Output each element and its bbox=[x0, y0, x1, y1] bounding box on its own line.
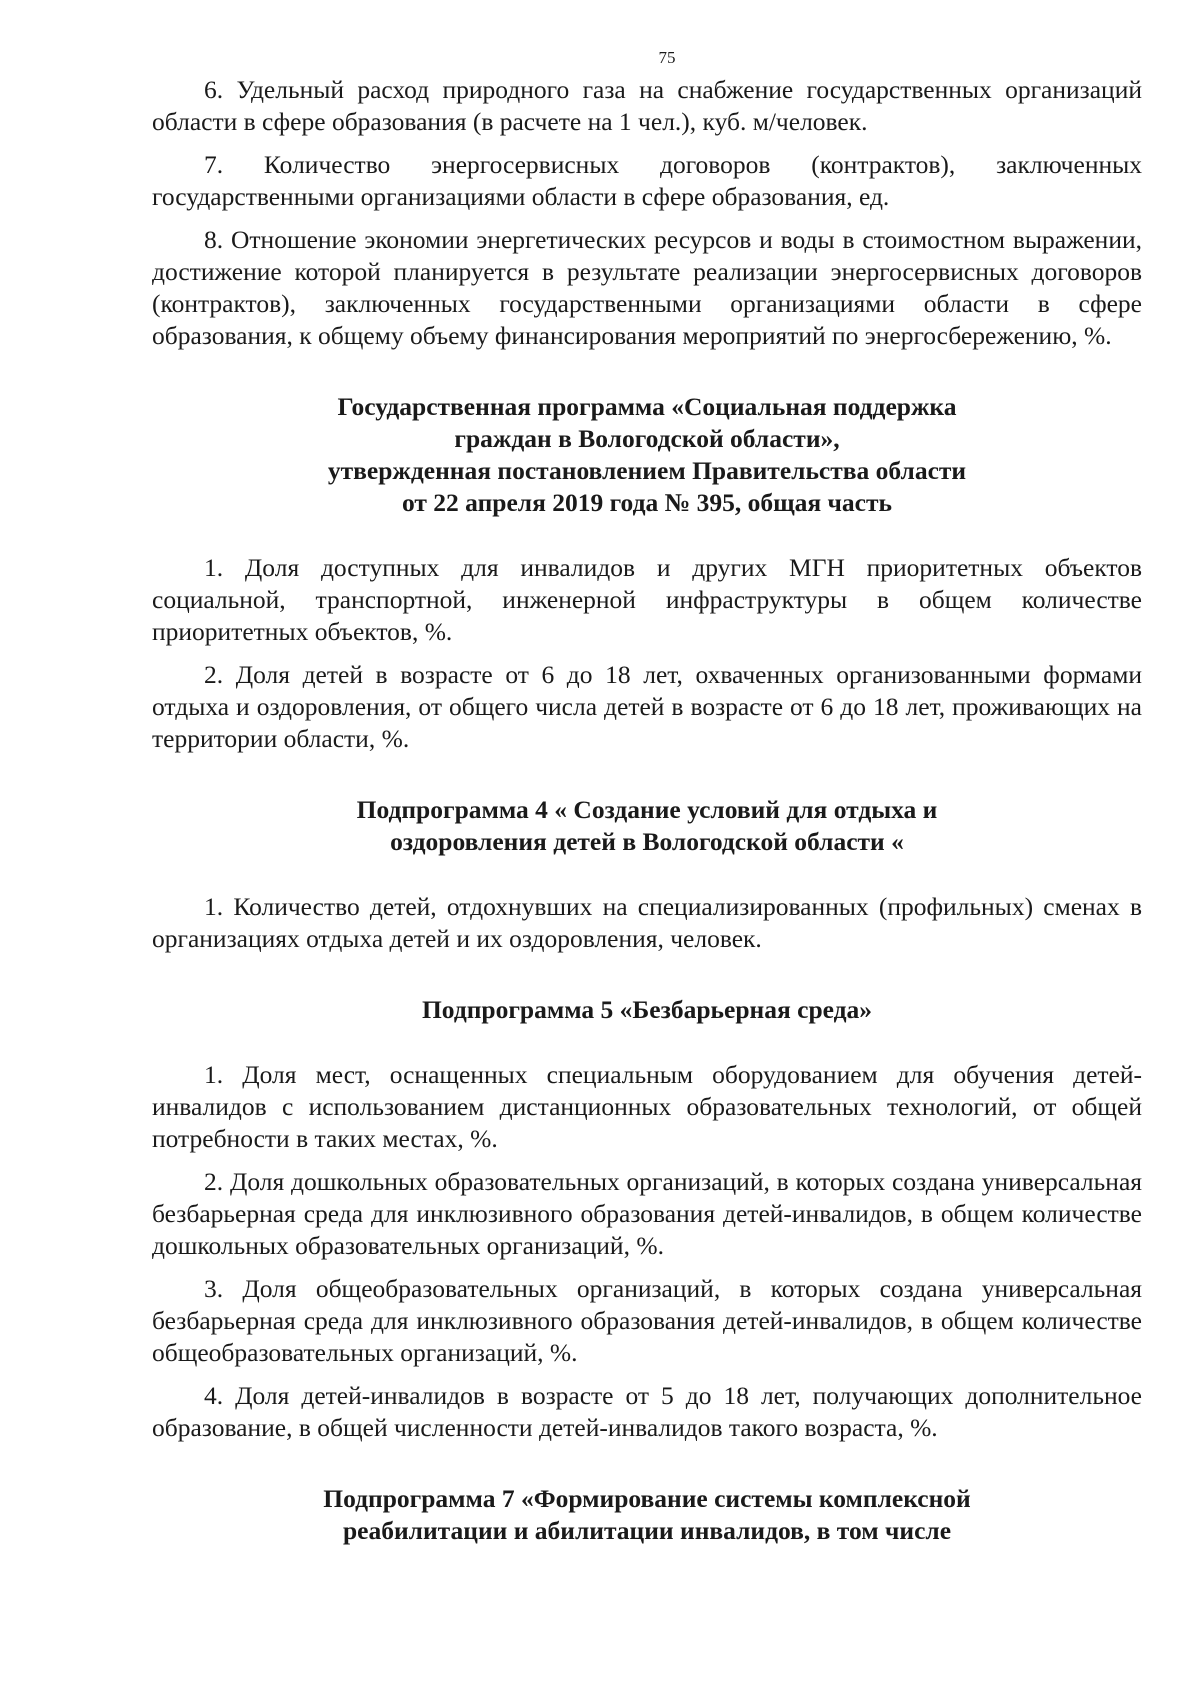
section-heading-subprogram-4 bbox=[152, 794, 1142, 858]
heading-line: от 22 апреля 2019 года № 395, общая часть bbox=[401, 488, 893, 517]
section-heading-subprogram-5 bbox=[152, 994, 1142, 1026]
section-heading-state-program bbox=[152, 391, 1142, 519]
intro-paragraph-8: 8. Отношение экономии энергетических ресурсов и воды в стоимостном выражении, достижение которой планируется в результате реализации энергосервисных договоров (контрактов), заключенных государственными организациями области в сфере образования, к общему объему финансирования мероприятий по энергосбережению, %. bbox=[152, 225, 1142, 350]
section-heading-subprogram-7 bbox=[152, 1483, 1142, 1547]
document-page bbox=[152, 48, 1142, 1580]
subprogram-5-paragraph-2: 2. Доля дошкольных образовательных организаций, в которых создана универсальная безбарьерная среда для инклюзивного образования детей-инвалидов, в общем количестве дошкольных образовательных организаций, %. bbox=[152, 1167, 1142, 1260]
subprogram-5-paragraph-3: 3. Доля общеобразовательных организаций, в которых создана универсальная безбарьерная среда для инклюзивного образования детей-инвалидов, в общем количестве общеобразовательных организаций, %. bbox=[152, 1274, 1142, 1367]
heading-line: Государственная программа «Социальная поддержка bbox=[337, 392, 957, 421]
state-program-paragraph-2: 2. Доля детей в возрасте от 6 до 18 лет, охваченных организованными формами отдыха и оздоровления, от общего числа детей в возрасте от 6 до 18 лет, проживающих на территории области, %. bbox=[152, 660, 1142, 753]
heading-line: Подпрограмма 7 «Формирование системы комплексной bbox=[323, 1484, 971, 1513]
page-number: 75 bbox=[658, 48, 676, 67]
intro-paragraph-7: 7. Количество энергосервисных договоров (контрактов), заключенных государственными организациями области в сфере образования, ед. bbox=[152, 150, 1142, 211]
heading-line: Подпрограмма 5 «Безбарьерная среда» bbox=[421, 995, 873, 1024]
intro-paragraph-6: 6. Удельный расход природного газа на снабжение государственных организаций области в сфере образования (в расчете на 1 чел.), куб. м/человек. bbox=[152, 75, 1142, 136]
heading-line: утвержденная постановлением Правительства области bbox=[327, 456, 967, 485]
subprogram-5-paragraph-4: 4. Доля детей-инвалидов в возрасте от 5 до 18 лет, получающих дополнительное образование, в общей численности детей-инвалидов такого возраста, %. bbox=[152, 1381, 1142, 1442]
heading-line: оздоровления детей в Вологодской области « bbox=[390, 827, 904, 856]
heading-line: Подпрограмма 4 « Создание условий для отдыха и bbox=[356, 795, 938, 824]
heading-line: реабилитации и абилитации инвалидов, в том числе bbox=[342, 1516, 952, 1545]
subprogram-4-paragraph-1: 1. Количество детей, отдохнувших на специализированных (профильных) сменах в организациях отдыха детей и их оздоровления, человек. bbox=[152, 892, 1142, 953]
heading-line: граждан в Вологодской области», bbox=[454, 424, 840, 453]
intro-section bbox=[152, 74, 1142, 352]
subprogram-5-paragraph-1: 1. Доля мест, оснащенных специальным оборудованием для обучения детей-инвалидов с использованием дистанционных образовательных технологий, от общей потребности в таких местах, %. bbox=[152, 1060, 1142, 1153]
state-program-paragraph-1: 1. Доля доступных для инвалидов и других МГН приоритетных объектов социальной, транспортной, инженерной инфраструктуры в общем количестве приоритетных объектов, %. bbox=[152, 553, 1142, 646]
